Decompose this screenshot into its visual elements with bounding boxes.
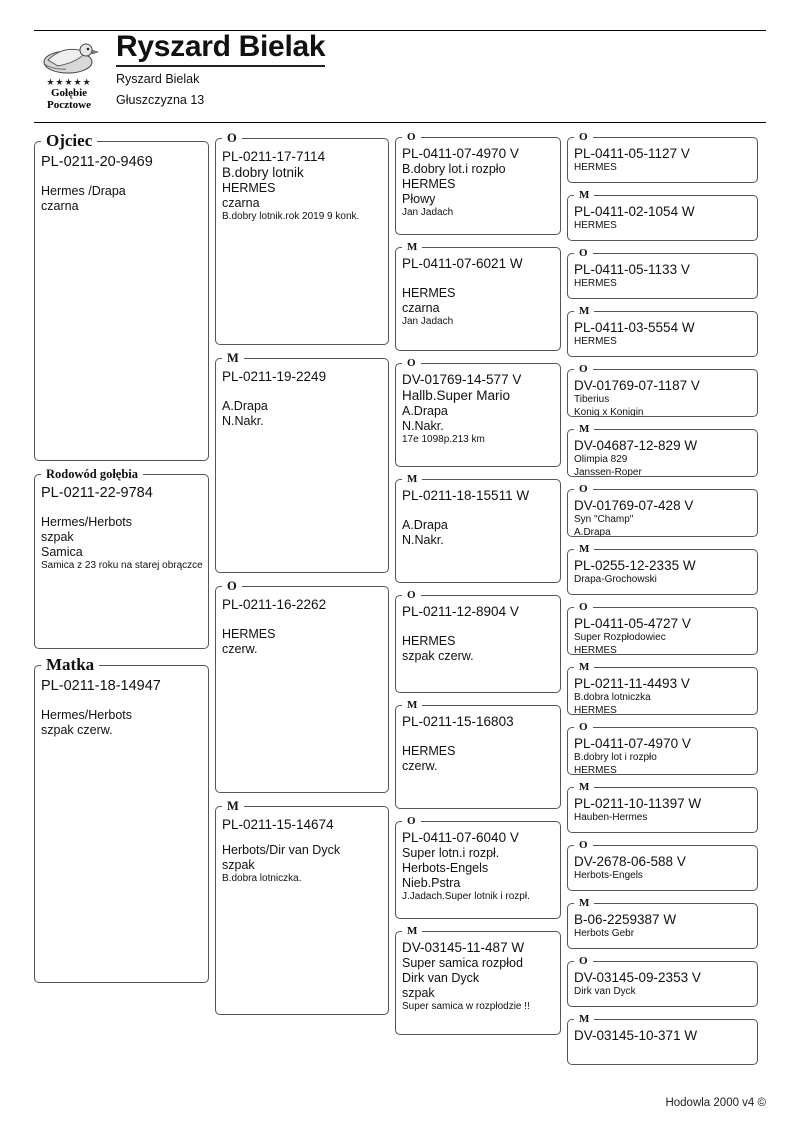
sex-marker: M	[227, 351, 239, 365]
gen3-box-1[interactable]	[395, 131, 561, 235]
gen4-note: Herbots Gebr	[574, 928, 635, 939]
gen2-box-1[interactable]	[215, 131, 389, 345]
gen4-box-12[interactable]	[567, 781, 758, 833]
subject-line-1: Hermes/Herbots	[41, 515, 132, 529]
gen2-line-2: N.Nakr.	[222, 414, 264, 428]
gen3-line-2: czarna	[402, 301, 440, 315]
owner-name: Ryszard Bielak	[116, 72, 200, 86]
gen3-name: Hallb.Super Mario	[402, 388, 511, 403]
gen3-ring: DV-01769-14-577 V	[402, 372, 522, 387]
logo-line-2: Pocztowe	[47, 99, 91, 111]
gen3-box-6[interactable]	[395, 699, 561, 809]
gen3-line-3: Jan Jadach	[402, 207, 454, 218]
sex-marker: O	[579, 247, 588, 259]
sex-marker: M	[579, 1013, 590, 1025]
gen2-box-2[interactable]	[215, 351, 389, 573]
gen3-name: B.dobry lot.i rozpło	[402, 162, 506, 176]
gen4-ring: DV-03145-10-371 W	[574, 1028, 698, 1043]
gen4-note: HERMES	[574, 704, 617, 715]
gen4-ring: PL-0211-11-4493 V	[574, 676, 690, 691]
gen2-note: B.dobry lotnik.rok 2019 9 konk.	[222, 211, 360, 222]
sex-marker: M	[579, 305, 590, 317]
gen3-line-1: HERMES	[402, 286, 456, 300]
gen3-name: Super samica rozpłod	[402, 956, 523, 970]
sex-marker: M	[227, 799, 239, 813]
sex-marker: M	[407, 241, 418, 253]
gen3-line-1: HERMES	[402, 177, 456, 191]
generation-4-column	[567, 131, 758, 1071]
gen4-ring: PL-0411-05-4727 V	[574, 616, 691, 631]
sex-marker: M	[579, 543, 590, 555]
gen2-name: B.dobry lotnik	[222, 165, 304, 180]
gen4-ring: PL-0255-12-2335 W	[574, 558, 696, 573]
gen3-line-2: czerw.	[402, 759, 438, 773]
father-ring: PL-0211-20-9469	[41, 154, 153, 170]
gen4-ring: DV-01769-07-1187 V	[574, 378, 700, 393]
mother-ring: PL-0211-18-14947	[41, 678, 161, 694]
gen4-box-5[interactable]	[567, 363, 758, 417]
sex-marker: O	[579, 955, 588, 967]
gen4-box-3[interactable]	[567, 247, 758, 299]
logo-stars: ★★★★★	[46, 77, 92, 87]
gen4-note: Konig x Konigin	[574, 406, 644, 417]
gen4-note: HERMES	[574, 764, 617, 775]
gen2-line-2: czarna	[222, 196, 260, 210]
gen4-ring: PL-0411-05-1127 V	[574, 146, 690, 161]
gen4-box-10[interactable]	[567, 661, 758, 715]
gen4-note: HERMES	[574, 336, 617, 347]
page-header	[34, 30, 766, 123]
gen4-ring: B-06-2259387 W	[574, 912, 677, 927]
subject-ring: PL-0211-22-9784	[41, 485, 153, 501]
gen4-box-7[interactable]	[567, 483, 758, 537]
gen4-box-2[interactable]	[567, 189, 758, 241]
sex-marker: O	[579, 131, 588, 143]
gen4-ring: PL-0411-03-5554 W	[574, 320, 695, 335]
gen2-ring: PL-0211-17-7114	[222, 149, 326, 164]
subject-box[interactable]	[34, 467, 209, 649]
gen3-ring: DV-03145-11-487 W	[402, 940, 525, 955]
gen3-line-1: HERMES	[402, 744, 456, 758]
gen4-note: Dirk van Dyck	[574, 986, 636, 997]
gen3-line-2: Nieb.Pstra	[402, 876, 461, 890]
subject-note: Samica z 23 roku na starej obrączce	[41, 560, 203, 571]
gen4-note: Janssen-Roper	[574, 466, 642, 477]
page-title: Ryszard Bielak	[116, 30, 325, 67]
gen4-ring: PL-0411-02-1054 W	[574, 204, 695, 219]
generation-1-column	[34, 131, 209, 1071]
gen4-note: A.Drapa	[574, 526, 611, 537]
sex-marker: O	[407, 815, 416, 827]
gen3-box-8[interactable]	[395, 925, 561, 1035]
gen2-line-1: Herbots/Dir van Dyck	[222, 843, 341, 857]
gen2-note: B.dobra lotniczka.	[222, 873, 302, 884]
gen4-line-1: Olimpia 829	[574, 454, 628, 465]
gen3-line-3: Jan Jadach	[402, 316, 454, 327]
gen2-box-3[interactable]	[215, 579, 389, 793]
gen3-ring: PL-0211-15-16803	[402, 714, 514, 729]
gen4-note: Herbots-Engels	[574, 870, 643, 881]
sex-marker: O	[407, 357, 416, 369]
sex-marker: O	[579, 721, 588, 733]
generation-2-column	[215, 131, 389, 1071]
gen3-ring: PL-0211-18-15511 W	[402, 488, 530, 503]
sex-marker: O	[579, 483, 588, 495]
gen4-box-13[interactable]	[567, 839, 758, 891]
sex-marker: O	[579, 601, 588, 613]
gen2-ring: PL-0211-16-2262	[222, 597, 327, 612]
logo	[34, 36, 104, 111]
father-box[interactable]	[34, 131, 209, 461]
pedigree-tree	[34, 131, 766, 1071]
gen3-ring: PL-0411-07-4970 V	[402, 146, 519, 161]
gen3-line-2: szpak	[402, 986, 435, 1000]
gen3-box-3[interactable]	[395, 357, 561, 467]
gen4-ring: DV-2678-06-588 V	[574, 854, 686, 869]
gen4-box-1[interactable]	[567, 131, 758, 183]
pigeon-icon	[38, 36, 100, 78]
gen3-line-2: Płowy	[402, 192, 436, 206]
pedigree-legend: Rodowód gołębia	[46, 467, 139, 481]
sex-marker: M	[579, 897, 590, 909]
gen4-box-8[interactable]	[567, 543, 758, 595]
gen3-box-4[interactable]	[395, 473, 561, 583]
gen3-box-7[interactable]	[395, 815, 561, 919]
gen4-note: Drapa-Grochowski	[574, 574, 657, 585]
sex-marker: M	[407, 473, 418, 485]
sex-marker: M	[407, 925, 418, 937]
gen2-ring: PL-0211-15-14674	[222, 817, 334, 832]
gen4-line-1: Syn "Champ"	[574, 514, 634, 525]
mother-line-1: Hermes/Herbots	[41, 708, 132, 722]
gen2-line-1: A.Drapa	[222, 399, 268, 413]
gen3-note: 17e 1098p.213 km	[402, 434, 485, 445]
sex-marker: M	[579, 781, 590, 793]
gen3-box-5[interactable]	[395, 589, 561, 693]
gen3-ring: PL-0411-07-6021 W	[402, 256, 523, 271]
gen3-line-2: N.Nakr.	[402, 533, 444, 547]
gen2-line-1: HERMES	[222, 627, 276, 641]
mother-box[interactable]	[34, 655, 209, 983]
gen3-name: Super lotn.i rozpł.	[402, 846, 500, 860]
gen4-line-1: Super Rozpłodowiec	[574, 632, 666, 643]
sex-marker: O	[579, 363, 588, 375]
gen4-note: HERMES	[574, 644, 617, 655]
gen2-box-4[interactable]	[215, 799, 389, 1015]
gen3-line-1: A.Drapa	[402, 404, 448, 418]
sex-marker: M	[407, 699, 418, 711]
father-line-1: Hermes /Drapa	[41, 184, 126, 198]
gen4-box-16[interactable]	[567, 1013, 758, 1065]
gen4-note: HERMES	[574, 278, 617, 289]
owner-address: Głuszczyzna 13	[116, 93, 205, 107]
gen3-line-2: N.Nakr.	[402, 419, 444, 433]
gen4-line-1: Tiberius	[574, 394, 610, 405]
gen4-box-4[interactable]	[567, 305, 758, 357]
sex-marker: O	[227, 131, 237, 145]
gen4-box-6[interactable]	[567, 423, 758, 477]
gen3-box-2[interactable]	[395, 241, 561, 351]
gen4-box-14[interactable]	[567, 897, 758, 949]
sex-marker: O	[407, 589, 416, 601]
gen4-box-9[interactable]	[567, 601, 758, 655]
gen2-line-2: szpak	[222, 858, 255, 872]
gen3-note: J.Jadach.Super lotnik i rozpł.	[402, 891, 530, 902]
logo-line-1: Gołębie	[50, 87, 88, 99]
gen4-ring: DV-04687-12-829 W	[574, 438, 698, 453]
mother-legend: Matka	[46, 655, 95, 674]
gen4-ring: PL-0211-10-11397 W	[574, 796, 702, 811]
subject-line-3: Samica	[41, 545, 83, 559]
gen4-ring: PL-0411-05-1133 V	[574, 262, 690, 277]
gen4-line-1: B.dobra lotniczka	[574, 692, 651, 703]
subject-line-2: szpak	[41, 530, 74, 544]
gen3-line-1: A.Drapa	[402, 518, 448, 532]
father-legend: Ojciec	[46, 131, 93, 150]
sex-marker: O	[407, 131, 416, 143]
generation-3-column	[395, 131, 561, 1071]
gen3-ring: PL-0211-12-8904 V	[402, 604, 519, 619]
gen4-box-15[interactable]	[567, 955, 758, 1007]
sex-marker: O	[579, 839, 588, 851]
footer-credit: Hodowla 2000 v4 ©	[665, 1097, 766, 1109]
sex-marker: O	[227, 579, 237, 593]
sex-marker: M	[579, 189, 590, 201]
mother-line-2: szpak czerw.	[41, 723, 113, 737]
sex-marker: M	[579, 661, 590, 673]
gen4-note: HERMES	[574, 220, 617, 231]
gen3-line-1: Dirk van Dyck	[402, 971, 480, 985]
gen4-ring: DV-01769-07-428 V	[574, 498, 694, 513]
gen4-note: HERMES	[574, 162, 617, 173]
gen3-ring: PL-0411-07-6040 V	[402, 830, 519, 845]
father-line-2: czarna	[41, 199, 79, 213]
gen3-line-2: szpak czerw.	[402, 649, 474, 663]
gen2-line-2: czerw.	[222, 642, 258, 656]
gen2-ring: PL-0211-19-2249	[222, 369, 327, 384]
gen3-line-1: HERMES	[402, 634, 456, 648]
gen4-note: Hauben-Hermes	[574, 812, 648, 823]
gen4-box-11[interactable]	[567, 721, 758, 775]
gen3-note: Super samica w rozpłodzie !!	[402, 1001, 530, 1012]
gen4-ring: PL-0411-07-4970 V	[574, 736, 691, 751]
gen3-line-1: Herbots-Engels	[402, 861, 489, 875]
gen4-line-1: B.dobry lot i rozpło	[574, 752, 657, 763]
gen2-line-1: HERMES	[222, 181, 276, 195]
gen4-ring: DV-03145-09-2353 V	[574, 970, 701, 985]
sex-marker: M	[579, 423, 590, 435]
